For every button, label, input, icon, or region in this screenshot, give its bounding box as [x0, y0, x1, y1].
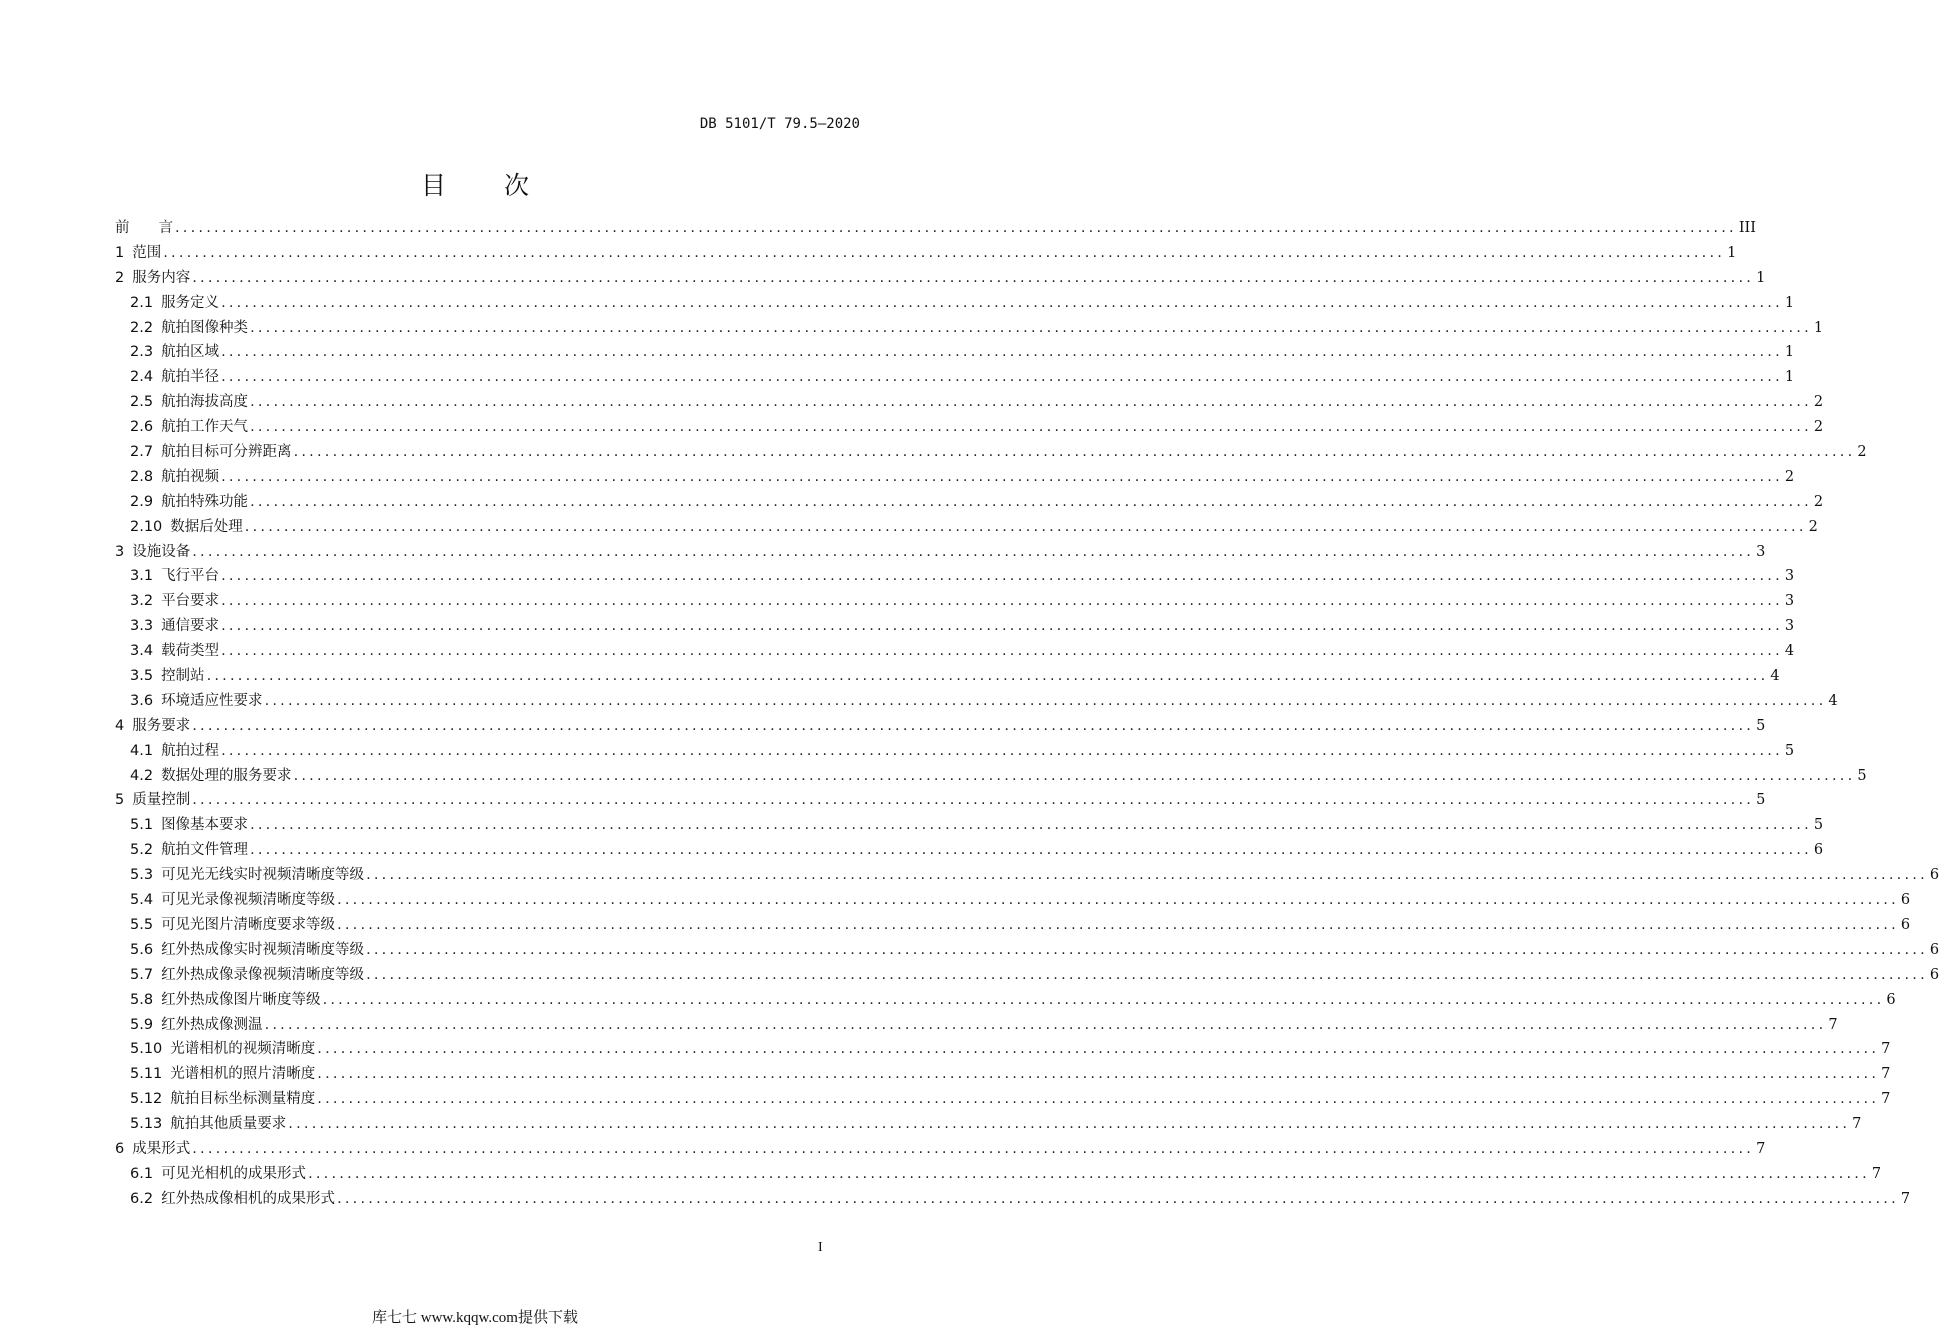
toc-entry-number: 3.4 [130, 643, 154, 660]
toc-entry-title: 平台要求 [161, 593, 220, 610]
dot-leader: ........................................................................................................................................................................................................ [293, 444, 1856, 461]
toc-entry-label [115, 266, 190, 287]
toc-entry-title: 可见光无线实时视频清晰度等级 [161, 867, 365, 884]
toc-entry-number: 5.5 [130, 916, 154, 933]
page-number: I [818, 1240, 823, 1255]
dot-leader: ........................................................................................................................................................................................................ [366, 966, 1928, 983]
toc-entry[interactable] [115, 1187, 1911, 1212]
toc-entry-page: 6 [1929, 941, 1939, 958]
toc-entry-label [130, 863, 364, 884]
dot-leader: ........................................................................................................................................................................................................ [337, 892, 1899, 909]
toc-entry-label [115, 788, 190, 809]
toc-entry-label [130, 564, 219, 585]
toc-entry-page: 1 [1784, 294, 1795, 311]
toc-entry-page: 5 [1756, 717, 1766, 734]
toc-entry-number: 4.1 [130, 742, 154, 759]
toc-entry-title: 质量控制 [132, 792, 191, 809]
page-title: 目次 [420, 171, 587, 200]
toc-entry-number: 5.13 [130, 1116, 163, 1133]
toc-entry-page: 6 [1929, 867, 1939, 884]
toc-entry-label [130, 739, 219, 760]
toc-entry-title: 光谱相机的照片清晰度 [170, 1066, 316, 1083]
toc-entry-label [130, 1087, 315, 1108]
toc-entry-number: 2.4 [130, 369, 154, 386]
toc-entry-number: 2.9 [130, 493, 154, 510]
toc-entry-number: 3.6 [130, 692, 154, 709]
toc-entry-page: 2 [1813, 419, 1824, 436]
toc-entry-label [130, 316, 248, 337]
dot-leader: ........................................................................................................................................................................................................ [192, 543, 1755, 560]
toc-entry-title: 航拍视频 [161, 468, 220, 485]
toc-entry-page: 3 [1784, 568, 1795, 585]
toc-entry-page: 6 [1900, 892, 1911, 909]
dot-leader: ........................................................................................................................................................................................................ [163, 244, 1726, 261]
toc-entry[interactable] [115, 241, 1737, 266]
toc-entry-label [130, 390, 248, 411]
toc-entry-title: 可见光录像视频清晰度等级 [161, 892, 336, 909]
document-id: DB 5101/T 79.5—2020 [699, 116, 860, 132]
toc-entry-title: 航拍海拔高度 [161, 394, 249, 411]
toc-entry-label [130, 938, 364, 959]
toc-entry-title: 红外热成像图片晰度等级 [161, 991, 321, 1008]
dot-leader: ........................................................................................................................................................................................................ [250, 319, 1812, 336]
dot-leader: ........................................................................................................................................................................................................ [206, 668, 1769, 685]
dot-leader: ........................................................................................................................................................................................................ [322, 991, 1885, 1008]
toc-entry-number: 1 [115, 244, 125, 261]
dot-leader: ........................................................................................................................................................................................................ [337, 916, 1899, 933]
toc-entry[interactable] [115, 963, 1939, 988]
toc-entry-title: 成果形式 [132, 1140, 191, 1157]
dot-leader: ........................................................................................................................................................................................................ [221, 344, 1783, 361]
toc-entry[interactable] [115, 1137, 1766, 1162]
toc-entry-page: 1 [1784, 344, 1795, 361]
toc-entry-title: 航拍半径 [161, 369, 220, 386]
toc-entry-label [130, 440, 292, 461]
toc-entry[interactable] [115, 589, 1795, 614]
toc-entry[interactable] [115, 888, 1911, 913]
toc-entry[interactable] [115, 291, 1795, 316]
toc-entry-page: 7 [1881, 1066, 1891, 1083]
toc-entry[interactable] [115, 266, 1766, 291]
toc-entry-number: 5.8 [130, 991, 154, 1008]
toc-entry-page: 6 [1900, 916, 1911, 933]
dot-leader: ........................................................................................................................................................................................................ [308, 1165, 1870, 1182]
table-of-contents [115, 216, 1939, 1212]
footer-watermark: 库七七 www.kqqw.com提供下载 [372, 1310, 578, 1326]
toc-entry-page: 7 [1756, 1140, 1766, 1157]
toc-entry-page: 3 [1784, 618, 1795, 635]
toc-entry-label [130, 888, 335, 909]
dot-leader: ........................................................................................................................................................................................................ [264, 1016, 1827, 1033]
toc-entry[interactable] [115, 788, 1766, 813]
toc-entry-page: 2 [1857, 444, 1867, 461]
toc-entry-number: 6.1 [130, 1165, 154, 1182]
dot-leader: ........................................................................................................................................................................................................ [250, 493, 1812, 510]
toc-entry[interactable] [115, 415, 1824, 440]
toc-entry-page: 7 [1881, 1041, 1891, 1058]
toc-entry[interactable] [115, 1062, 1891, 1087]
dot-leader: ........................................................................................................................................................................................................ [221, 294, 1783, 311]
toc-entry-page: 7 [1828, 1016, 1838, 1033]
toc-entry-page: 5 [1813, 817, 1824, 834]
toc-entry-page: 7 [1852, 1116, 1862, 1133]
dot-leader: ........................................................................................................................................................................................................ [175, 220, 1737, 236]
toc-entry-number: 5.12 [130, 1091, 163, 1108]
toc-entry-number: 2.7 [130, 444, 154, 461]
toc-entry[interactable] [115, 1013, 1838, 1038]
toc-entry-title: 航拍目标可分辨距离 [161, 444, 292, 461]
toc-entry-number: 2.2 [130, 319, 154, 336]
toc-entry-number: 2.6 [130, 419, 154, 436]
toc-entry-page: 5 [1756, 792, 1766, 809]
dot-leader: ........................................................................................................................................................................................................ [293, 767, 1856, 784]
toc-entry-title: 前 言 [115, 220, 173, 236]
toc-entry-number: 5.7 [130, 966, 154, 983]
toc-entry-number: 2 [115, 269, 125, 286]
toc-entry-label [130, 664, 205, 685]
toc-entry-number: 2.1 [130, 294, 154, 311]
toc-entry-page: 7 [1871, 1165, 1882, 1182]
toc-entry-label [130, 365, 219, 386]
toc-entry-page: 1 [1756, 269, 1766, 286]
toc-entry-page: 5 [1784, 742, 1795, 759]
toc-entry[interactable] [115, 639, 1795, 664]
toc-entry-label [130, 490, 248, 511]
toc-entry-page: 5 [1857, 767, 1867, 784]
toc-entry-label [115, 241, 161, 262]
toc-entry-page: 2 [1784, 468, 1795, 485]
dot-leader: ........................................................................................................................................................................................................ [250, 817, 1812, 834]
toc-entry-page: 2 [1813, 493, 1824, 510]
dot-leader: ........................................................................................................................................................................................................ [250, 419, 1812, 436]
toc-entry-label [130, 639, 219, 660]
dot-leader: ........................................................................................................................................................................................................ [221, 742, 1783, 759]
toc-entry[interactable] [115, 540, 1766, 565]
toc-entry-title: 可见光图片清晰度要求等级 [161, 916, 336, 933]
dot-leader: ........................................................................................................................................................................................................ [244, 518, 1807, 535]
toc-entry[interactable] [115, 764, 1867, 789]
toc-entry[interactable] [115, 614, 1795, 639]
toc-entry-title: 红外热成像录像视频清晰度等级 [161, 966, 365, 983]
toc-entry-number: 5.6 [130, 941, 154, 958]
toc-entry-title: 红外热成像测温 [161, 1016, 263, 1033]
dot-leader: ........................................................................................................................................................................................................ [192, 1140, 1755, 1157]
toc-entry-number: 5.9 [130, 1016, 154, 1033]
toc-entry-label [130, 291, 219, 312]
toc-entry[interactable] [115, 838, 1824, 863]
toc-entry[interactable] [115, 390, 1824, 415]
toc-entry-page: 1 [1784, 369, 1795, 386]
toc-entry-number: 2.10 [130, 518, 163, 535]
toc-entry-page: 7 [1881, 1091, 1891, 1108]
dot-leader: ........................................................................................................................................................................................................ [366, 867, 1928, 884]
toc-entry-label [130, 1062, 315, 1083]
toc-entry[interactable] [115, 689, 1838, 714]
toc-entry-page: 6 [1929, 966, 1939, 983]
toc-entry[interactable] [115, 465, 1795, 490]
toc-entry-label [130, 913, 335, 934]
toc-entry-label [130, 963, 364, 984]
toc-entry-label [130, 689, 263, 710]
dot-leader: ........................................................................................................................................................................................................ [221, 593, 1783, 610]
toc-entry-title: 红外热成像相机的成果形式 [161, 1190, 336, 1207]
toc-entry-title: 航拍目标坐标测量精度 [170, 1091, 316, 1108]
dot-leader: ........................................................................................................................................................................................................ [250, 842, 1812, 859]
toc-entry-title: 数据后处理 [170, 518, 243, 535]
dot-leader: ........................................................................................................................................................................................................ [192, 269, 1755, 286]
toc-entry-title: 通信要求 [161, 618, 220, 635]
toc-entry[interactable] [115, 739, 1795, 764]
toc-entry-number: 5.2 [130, 842, 154, 859]
toc-entry-title: 航拍其他质量要求 [170, 1116, 287, 1133]
toc-entry-number: 3.5 [130, 668, 154, 685]
toc-entry-title: 服务内容 [132, 269, 191, 286]
dot-leader: ........................................................................................................................................................................................................ [317, 1066, 1880, 1083]
dot-leader: ........................................................................................................................................................................................................ [192, 717, 1755, 734]
toc-entry[interactable] [115, 316, 1824, 341]
dot-leader: ........................................................................................................................................................................................................ [337, 1190, 1899, 1207]
toc-entry-page: 1 [1813, 319, 1824, 336]
toc-entry-page: 6 [1886, 991, 1896, 1008]
toc-entry[interactable] [115, 1087, 1891, 1112]
toc-entry[interactable] [115, 515, 1818, 540]
toc-entry-number: 2.5 [130, 394, 154, 411]
toc-entry-number: 3.2 [130, 593, 154, 610]
toc-entry-page: 2 [1813, 394, 1824, 411]
toc-entry-label [130, 614, 219, 635]
toc-entry-number: 4.2 [130, 767, 154, 784]
toc-entry-number: 5.1 [130, 817, 154, 834]
toc-entry[interactable] [115, 564, 1795, 589]
toc-entry[interactable] [115, 490, 1824, 515]
toc-entry-page: 2 [1808, 518, 1818, 535]
dot-leader: ........................................................................................................................................................................................................ [288, 1116, 1851, 1133]
toc-entry[interactable] [115, 988, 1896, 1013]
toc-entry-title: 服务定义 [161, 294, 220, 311]
toc-entry[interactable] [115, 1112, 1862, 1137]
toc-entry[interactable] [115, 1037, 1891, 1062]
toc-entry-title: 载荷类型 [161, 643, 220, 660]
dot-leader: ........................................................................................................................................................................................................ [221, 369, 1783, 386]
dot-leader: ........................................................................................................................................................................................................ [192, 792, 1755, 809]
toc-entry-page: 7 [1900, 1190, 1911, 1207]
toc-entry-label [130, 589, 219, 610]
toc-entry-title: 航拍图像种类 [161, 319, 249, 336]
toc-entry-page: 3 [1756, 543, 1766, 560]
toc-entry-label [130, 1187, 335, 1208]
toc-entry-label [130, 340, 219, 361]
toc-entry-number: 5.10 [130, 1041, 163, 1058]
toc-entry-label [130, 813, 248, 834]
toc-entry-label [130, 764, 292, 785]
toc-entry-title: 光谱相机的视频清晰度 [170, 1041, 316, 1058]
toc-entry[interactable] [115, 913, 1911, 938]
toc-entry-page: 4 [1784, 643, 1795, 660]
toc-entry-title: 红外热成像实时视频清晰度等级 [161, 941, 365, 958]
toc-entry-page: III [1738, 220, 1757, 236]
toc-entry-number: 5 [115, 792, 125, 809]
toc-entry[interactable] [115, 340, 1795, 365]
toc-entry-title: 航拍工作天气 [161, 419, 249, 436]
toc-entry-number: 4 [115, 717, 125, 734]
toc-entry-page: 1 [1727, 244, 1737, 261]
toc-entry-title: 航拍过程 [161, 742, 220, 759]
toc-entry-label [130, 515, 243, 536]
toc-entry-title: 服务要求 [132, 717, 191, 734]
toc-entry[interactable] [115, 1162, 1882, 1187]
toc-entry[interactable] [115, 863, 1939, 888]
dot-leader: ........................................................................................................................................................................................................ [221, 618, 1783, 635]
toc-entry[interactable] [115, 365, 1795, 390]
toc-entry-title: 航拍区域 [161, 344, 220, 361]
dot-leader: ........................................................................................................................................................................................................ [250, 394, 1812, 411]
dot-leader: ........................................................................................................................................................................................................ [366, 941, 1928, 958]
toc-entry-number: 2.8 [130, 468, 154, 485]
toc-entry-number: 2.3 [130, 344, 154, 361]
toc-entry[interactable] [115, 714, 1766, 739]
toc-entry-title: 环境适应性要求 [161, 692, 263, 709]
toc-entry-number: 3.1 [130, 568, 154, 585]
dot-leader: ........................................................................................................................................................................................................ [264, 692, 1827, 709]
toc-entry-label [130, 465, 219, 486]
toc-entry-title: 数据处理的服务要求 [161, 767, 292, 784]
toc-entry-label [130, 838, 248, 859]
toc-entry[interactable] [115, 216, 1757, 241]
toc-entry-page: 4 [1770, 668, 1780, 685]
toc-entry[interactable] [115, 440, 1867, 465]
toc-entry-title: 飞行平台 [161, 568, 220, 585]
toc-entry-number: 5.3 [130, 867, 154, 884]
toc-entry-title: 航拍文件管理 [161, 842, 249, 859]
toc-entry-page: 3 [1784, 593, 1795, 610]
toc-entry-number: 6 [115, 1140, 125, 1157]
toc-entry-label [115, 216, 173, 237]
dot-leader: ........................................................................................................................................................................................................ [221, 568, 1783, 585]
toc-entry-label [130, 1112, 286, 1133]
dot-leader: ........................................................................................................................................................................................................ [221, 468, 1783, 485]
toc-entry-title: 图像基本要求 [161, 817, 249, 834]
dot-leader: ........................................................................................................................................................................................................ [317, 1091, 1880, 1108]
toc-entry-label [130, 415, 248, 436]
toc-entry-title: 航拍特殊功能 [161, 493, 249, 510]
toc-entry-title: 可见光相机的成果形式 [161, 1165, 307, 1182]
toc-entry-label [115, 540, 190, 561]
toc-entry-number: 3 [115, 543, 125, 560]
toc-entry-page: 4 [1828, 692, 1838, 709]
toc-entry-title: 范围 [132, 244, 162, 261]
toc-entry-label [130, 1037, 315, 1058]
toc-entry-title: 设施设备 [132, 543, 191, 560]
toc-entry-label [130, 1162, 306, 1183]
toc-entry[interactable] [115, 664, 1780, 689]
toc-entry-number: 5.4 [130, 892, 154, 909]
toc-entry[interactable] [115, 813, 1824, 838]
toc-entry-number: 3.3 [130, 618, 154, 635]
dot-leader: ........................................................................................................................................................................................................ [221, 643, 1783, 660]
toc-entry-label [130, 988, 321, 1009]
toc-entry-label [115, 1137, 190, 1158]
toc-entry-label [115, 714, 190, 735]
toc-entry-page: 6 [1813, 842, 1824, 859]
dot-leader: ........................................................................................................................................................................................................ [317, 1041, 1880, 1058]
toc-entry[interactable] [115, 938, 1939, 963]
toc-entry-label [130, 1013, 263, 1034]
toc-entry-title: 控制站 [161, 668, 205, 685]
toc-entry-number: 5.11 [130, 1066, 163, 1083]
toc-entry-number: 6.2 [130, 1190, 154, 1207]
